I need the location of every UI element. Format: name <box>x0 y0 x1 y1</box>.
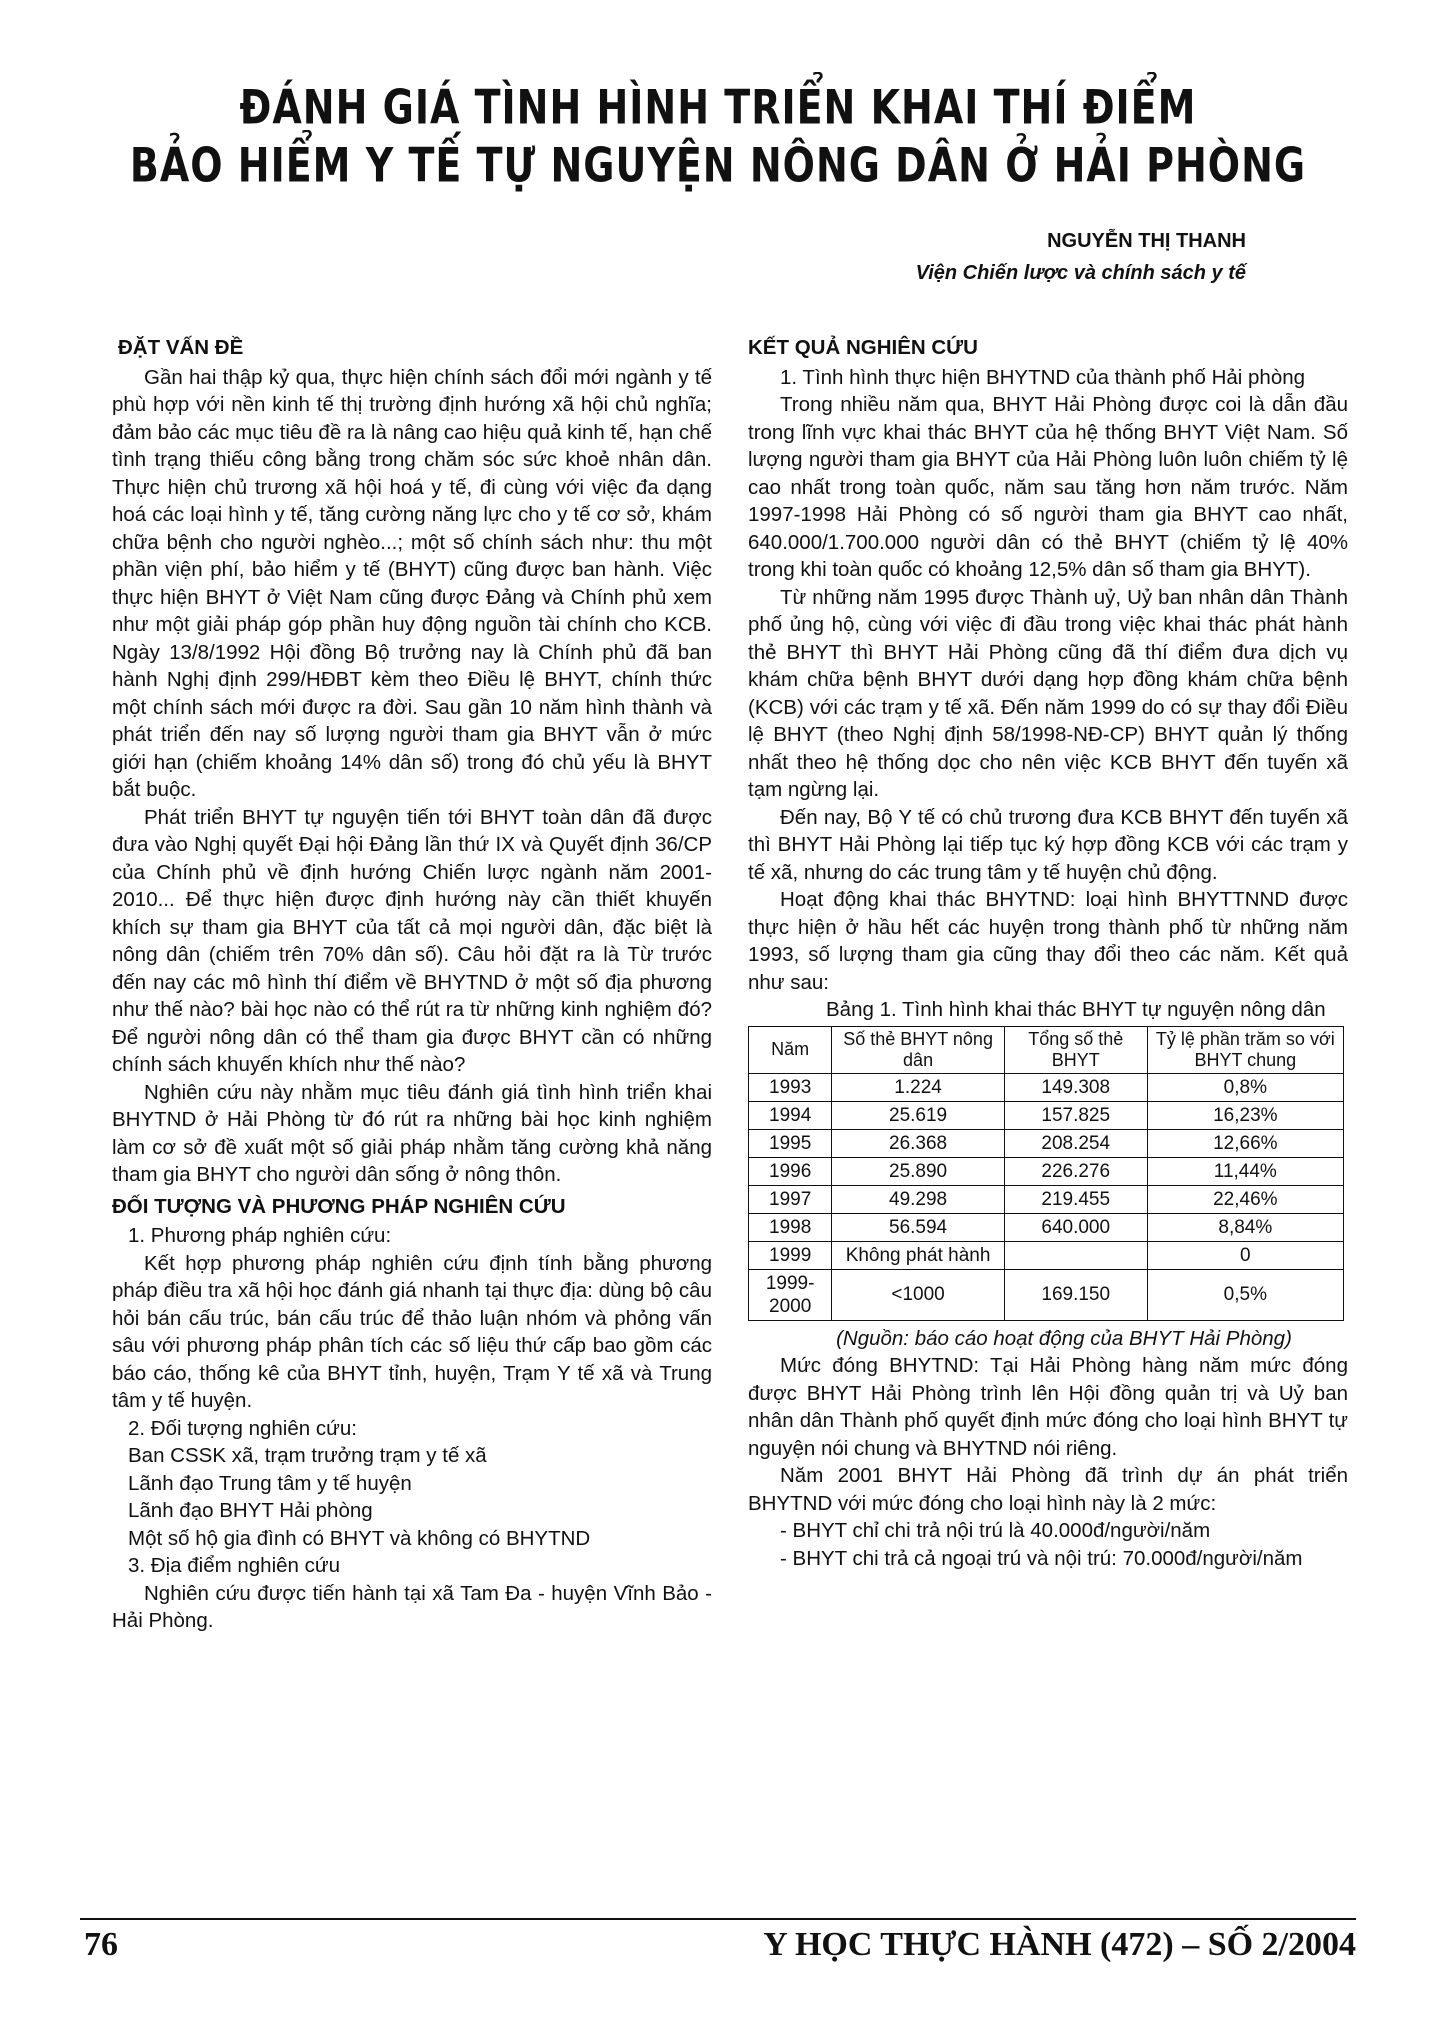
author-affiliation: Viện Chiến lược và chính sách y tế <box>915 262 1246 284</box>
list-item: - BHYT chi trả cả ngoại trú và nội trú: 70.000đ/người/năm <box>780 1546 1303 1570</box>
table-cell: 8,84% <box>1147 1213 1343 1241</box>
table-cell: 1996 <box>749 1157 832 1185</box>
table-row <box>749 1101 1344 1129</box>
right-column <box>748 330 1348 1572</box>
table-row <box>749 1241 1344 1269</box>
subheading-subjects: 2. Đối tượng nghiên cứu: <box>128 1416 357 1440</box>
section-heading-results: KẾT QUẢ NGHIÊN CỨU <box>748 336 978 359</box>
table-cell: 219.455 <box>1004 1185 1147 1213</box>
table-cell: 0,8% <box>1147 1073 1343 1101</box>
table-row <box>749 1129 1344 1157</box>
table-header-cell: Số thẻ BHYT nông dân <box>832 1026 1005 1073</box>
table-caption: Bảng 1. Tình hình khai thác BHYT tự nguyện nông dân <box>826 998 1326 1021</box>
table-cell: 12,66% <box>1147 1129 1343 1157</box>
table-row <box>749 1185 1344 1213</box>
table-cell: 1999 <box>749 1241 832 1269</box>
table-cell: 56.594 <box>832 1213 1005 1241</box>
paragraph: Từ những năm 1995 được Thành uỷ, Uỷ ban nhân dân Thành phố ủng hộ, cùng với việc đi đầu trong việc khai thác phát hành thẻ BHYT thì BHYT Hải Phòng cũng đã thí điểm đưa dịch vụ khám chữa bệnh BHYT dưới dạng hợp đồng khám chữa bệnh (KCB) với các trạm y tế xã. Đến năm 1999 do có sự thay đổi Điều lệ BHYT (theo Nghị định 58/1998-NĐ-CP) BHYT quản lý thống nhất theo hệ thống dọc cho nên việc KCB BHYT đến tuyến xã tạm ngừng lại. <box>748 585 1348 801</box>
table-row <box>749 1269 1344 1320</box>
table-cell: 169.150 <box>1004 1269 1147 1320</box>
table-row <box>749 1157 1344 1185</box>
list-item: Lãnh đạo Trung tâm y tế huyện <box>128 1471 412 1495</box>
list-item: Ban CSSK xã, trạm trưởng trạm y tế xã <box>128 1444 487 1467</box>
table-cell: 208.254 <box>1004 1129 1147 1157</box>
data-table <box>748 1026 1344 1321</box>
table-cell: <1000 <box>832 1269 1005 1320</box>
table-cell: 1999-2000 <box>749 1269 832 1320</box>
paragraph: Năm 2001 BHYT Hải Phòng đã trình dự án phát triển BHYTND với mức đóng cho loại hình này là 2 mức: <box>748 1464 1348 1515</box>
table-cell: 11,44% <box>1147 1157 1343 1185</box>
paragraph: Kết hợp phương pháp nghiên cứu định tính bằng phương pháp điều tra xã hội học đánh giá nhanh tại thực địa: dùng bộ câu hỏi bán cấu trúc, bán cấu trúc để thảo luận nhóm và phỏng vấn sâu với phương pháp phân tích các số liệu thứ cấp bao gồm các báo cáo, thống kê của BHYT tỉnh, huyện, Trạm Y tế xã và Trung tâm y tế huyện. <box>112 1251 712 1412</box>
paragraph: Đến nay, Bộ Y tế có chủ trương đưa KCB BHYT đến tuyến xã thì BHYT Hải Phòng lại tiếp tục ký hợp đồng KCB với các trạm y tế xã, nhưng do các trung tâm y tế huyện chủ động. <box>748 805 1348 884</box>
table-cell: 25.890 <box>832 1157 1005 1185</box>
table-header-cell: Năm <box>749 1026 832 1073</box>
table-cell: 1995 <box>749 1129 832 1157</box>
subheading-results-1: 1. Tình hình thực hiện BHYTND của thành phố Hải phòng <box>780 365 1306 389</box>
table-cell: 49.298 <box>832 1185 1005 1213</box>
table-cell: 226.276 <box>1004 1157 1147 1185</box>
table-header-row <box>749 1026 1344 1073</box>
table-row <box>749 1073 1344 1101</box>
subheading-location: 3. Địa điểm nghiên cứu <box>128 1554 341 1577</box>
table-row <box>749 1213 1344 1241</box>
table-cell: 25.619 <box>832 1101 1005 1129</box>
section-heading-methods: ĐỐI TƯỢNG VÀ PHƯƠNG PHÁP NGHIÊN CỨU <box>112 1194 566 1218</box>
journal-info: Y HỌC THỰC HÀNH (472) – SỐ 2/2004 <box>763 1926 1356 1963</box>
paragraph: Hoạt động khai thác BHYTND: loại hình BHYTTNND được thực hiện ở hầu hết các huyện trong thành phố từ những năm 1993, số lượng tham gia cũng thay đổi theo các năm. Kết quả như sau: <box>748 888 1348 994</box>
table-cell: 26.368 <box>832 1129 1005 1157</box>
paragraph: Phát triển BHYT tự nguyện tiến tới BHYT toàn dân đã được đưa vào Nghị quyết Đại hội Đảng lần thứ IX và Quyết định 36/CP của Chính phủ về định hướng Chiến lược ngành năm 2001-2010... Để thực hiện được định hướng này cần thiết khuyến khích sự tham gia BHYT của tất cả mọi người dân, đặc biệt là nông dân (chiếm trên 70% dân số). Câu hỏi đặt ra là Từ trước đến nay các mô hình thí điểm về BHYTND ở một số địa phương như thế nào? bài học nào có thể rút ra từ những kinh nghiệm đó? Để người nông dân có thể tham gia được BHYT cần có những chính sách khuyến khích như thế nào? <box>112 805 712 1076</box>
table-header-cell: Tổng số thẻ BHYT <box>1004 1026 1147 1073</box>
table-cell: 149.308 <box>1004 1073 1147 1101</box>
table-cell: 0 <box>1147 1241 1343 1269</box>
paragraph: Trong nhiều năm qua, BHYT Hải Phòng được coi là dẫn đầu trong lĩnh vực khai thác BHYT của hệ thống BHYT Việt Nam. Số lượng người tham gia BHYT của Hải Phòng luôn luôn chiếm tỷ lệ cao nhất trong toàn quốc, năm sau tăng hơn năm trước. Năm 1997-1998 Hải Phòng có số người tham gia BHYT cao nhất, 640.000/1.700.000 người dân có thẻ BHYT (chiếm tỷ lệ 40% trong khi toàn quốc có khoảng 12,5% dân số tham gia BHYT). <box>748 393 1348 581</box>
section-heading-introduction: ĐẶT VẤN ĐỀ <box>118 336 244 359</box>
table-header-cell: Tỷ lệ phần trăm so với BHYT chung <box>1147 1026 1343 1073</box>
table-cell: Không phát hành <box>832 1241 1005 1269</box>
article-title-line-2: BẢO HIỂM Y TẾ TỰ NGUYỆN NÔNG DÂN Ở HẢI PHÒNG <box>129 137 1307 193</box>
list-item: Lãnh đạo BHYT Hải phòng <box>128 1499 373 1522</box>
table-cell: 16,23% <box>1147 1101 1343 1129</box>
paragraph: Nghiên cứu được tiến hành tại xã Tam Đa - huyện Vĩnh Bảo - Hải Phòng. <box>112 1581 712 1632</box>
table-cell: 157.825 <box>1004 1101 1147 1129</box>
page-number: 76 <box>84 1926 118 1963</box>
table-cell: 1998 <box>749 1213 832 1241</box>
paragraph: Gần hai thập kỷ qua, thực hiện chính sách đổi mới ngành y tế phù hợp với nền kinh tế thị trường định hướng xã hội chủ nghĩa; đảm bảo các mục tiêu đề ra là nâng cao hiệu quả kinh tế, hạn chế tình trạng thiếu công bằng trong chăm sóc sức khoẻ nhân dân. Thực hiện chủ trương xã hội hoá y tế, đi cùng với việc đa dạng hoá các loại hình y tế, tăng cường năng lực cho y tế cơ sở, khám chữa bệnh cho người nghèo...; một số chính sách như: thu một phần viện phí, bảo hiểm y tế (BHYT) cũng được ban hành. Việc thực hiện BHYT ở Việt Nam cũng được Đảng và Chính phủ xem như một giải pháp góp phần huy động nguồn tài chính cho KCB. Ngày 13/8/1992 Hội đồng Bộ trưởng nay là Chính phủ đã ban hành Nghị định 299/HĐBT kèm theo Điều lệ BHYT, chính thức một chính sách mới được ra đời. Sau gần 10 năm hình thành và phát triển đến nay số lượng người tham gia BHYT vẫn ở mức giới hạn (chiếm khoảng 14% dân số) trong đó chủ yếu là BHYT bắt buộc. <box>112 365 712 801</box>
list-item: Một số hộ gia đình có BHYT và không có BHYTND <box>128 1526 591 1550</box>
author-name: NGUYỄN THỊ THANH <box>1047 230 1246 252</box>
table-cell: 1994 <box>749 1101 832 1129</box>
table-cell: 0,5% <box>1147 1269 1343 1320</box>
table-cell: 1.224 <box>832 1073 1005 1101</box>
table-cell: 640.000 <box>1004 1213 1147 1241</box>
left-column <box>112 330 712 1635</box>
footer-rule <box>80 1918 1356 1920</box>
table-cell <box>1004 1241 1147 1269</box>
list-item: - BHYT chỉ chi trả nội trú là 40.000đ/người/năm <box>780 1519 1211 1542</box>
paragraph: Mức đóng BHYTND: Tại Hải Phòng hàng năm mức đóng được BHYT Hải Phòng trình lên Hội đồng quản trị và Uỷ ban nhân dân Thành phố quyết định mức đóng cho loại hình BHYT tự nguyện nói chung và BHYTND nói riêng. <box>748 1354 1348 1460</box>
article-title-line-1: ĐÁNH GIÁ TÌNH HÌNH TRIỂN KHAI THÍ ĐIỂM <box>239 79 1197 135</box>
table-source: (Nguồn: báo cáo hoạt động của BHYT Hải Phòng) <box>836 1326 1292 1350</box>
subheading-method: 1. Phương pháp nghiên cứu: <box>128 1224 392 1247</box>
table-cell: 1997 <box>749 1185 832 1213</box>
table-cell: 22,46% <box>1147 1185 1343 1213</box>
paragraph: Nghiên cứu này nhằm mục tiêu đánh giá tình hình triển khai BHYTND ở Hải Phòng từ đó rút ra những bài học kinh nghiệm làm cơ sở đề xuất một số giải pháp nhằm tăng cường khả năng tham gia BHYT cho người dân sống ở nông thôn. <box>112 1080 712 1186</box>
table-cell: 1993 <box>749 1073 832 1101</box>
